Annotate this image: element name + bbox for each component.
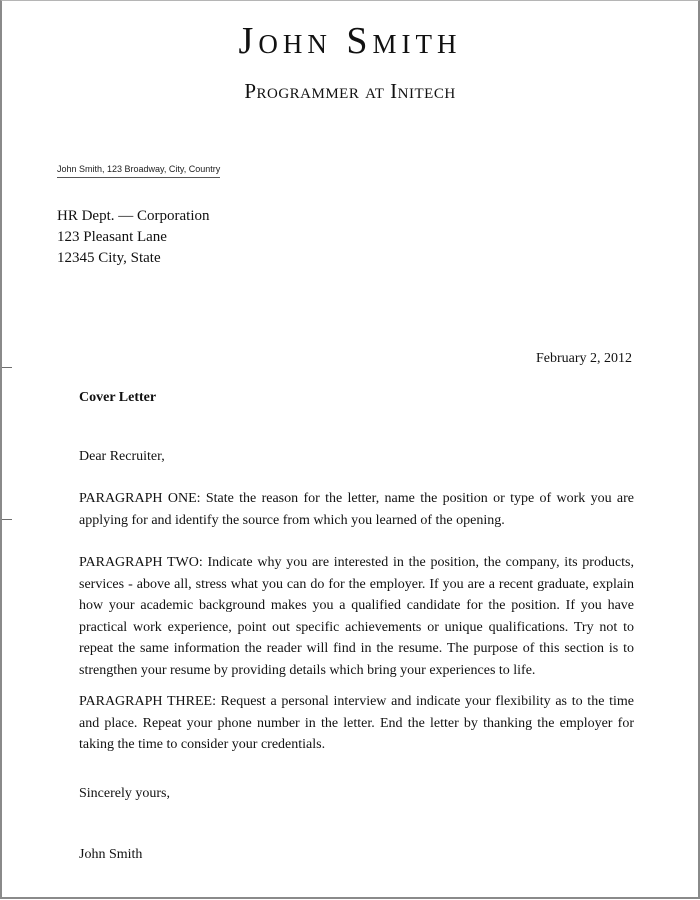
letter-subject: Cover Letter [79, 390, 157, 405]
sender-name-heading: John Smith [238, 20, 462, 62]
sender-job-title: Programmer at Initech [244, 79, 456, 103]
closing: Sincerely yours, [79, 786, 170, 801]
paragraph-three: PARAGRAPH THREE: Request a personal interview and indicate your flexibility as to the time and place. Repeat your phone number in the letter. End the letter by thanking the employer for taking the time to consider your credentials. [79, 694, 634, 752]
paragraph-two: PARAGRAPH TWO: Indicate why you are interested in the position, the company, its products, services - above all, stress what you can do for the employer. If you are a recent graduate, explain how your academic background makes you a qualified candidate for the position. If you have practical work experience, point out specific achievements or unique qualifications. Try not to repeat the same information the reader will find in the resume. The purpose of this section is to strengthen your resume by providing details which bring your experiences to life. [79, 555, 634, 678]
return-address: John Smith, 123 Broadway, City, Country [57, 164, 220, 178]
recipient-line-2: 123 Pleasant Lane [57, 229, 167, 245]
salutation: Dear Recruiter, [79, 449, 165, 464]
letter-date: February 2, 2012 [535, 351, 632, 366]
paragraph-one: PARAGRAPH ONE: State the reason for the letter, name the position or type of work you are applying for and identify the source from which you learned of the opening. [79, 491, 634, 528]
signature-name: John Smith [79, 847, 143, 862]
recipient-line-3: 12345 City, State [57, 250, 161, 266]
fold-mark-lower [2, 519, 12, 520]
recipient-address [57, 206, 209, 269]
recipient-line-1: HR Dept. — Corporation [57, 208, 210, 224]
fold-mark-upper [2, 367, 12, 368]
